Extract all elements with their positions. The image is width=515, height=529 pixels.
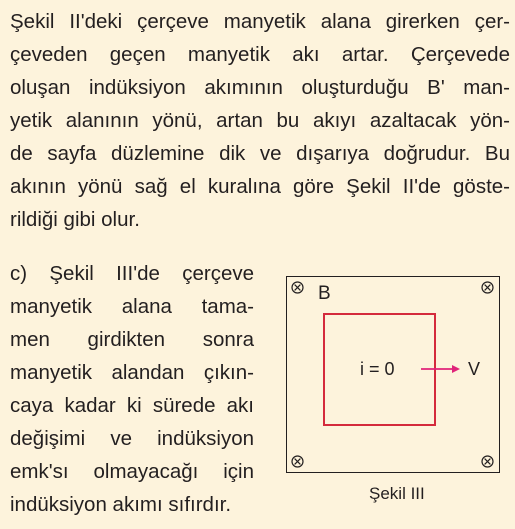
part-c-line: manyetik alandan çıkın-: [10, 361, 254, 384]
paragraph-line: oluşan indüksiyon akımının oluşturduğu B' man-: [10, 76, 510, 99]
into-page-x-icon: [291, 281, 304, 294]
part-c-line: değişimi ve indüksiyon: [10, 427, 254, 450]
figure-caption: Şekil III: [369, 484, 425, 503]
part-c-line: men girdikten sonra: [10, 328, 254, 351]
part-c-line: caya kadar ki sürede akı: [10, 394, 254, 417]
paragraph-line: akının yönü sağ el kuralına göre Şekil II'de göste-: [10, 175, 510, 198]
paragraph-line: yetik alanının yönü, artan bu akıyı azaltacak yön-: [10, 109, 510, 132]
paragraph-line: çeveden geçen manyetik akı artar. Çerçevede: [10, 43, 510, 66]
part-c-line: manyetik alana tama-: [10, 295, 254, 318]
into-page-x-icon: [291, 455, 304, 468]
into-page-x-icon: [481, 455, 494, 468]
velocity-arrow-icon: [421, 363, 461, 375]
paragraph-line: Şekil II'deki çerçeve manyetik alana girerken çer-: [10, 10, 510, 33]
field-label: B: [318, 283, 331, 304]
part-c-line: c) Şekil III'de çerçeve: [10, 262, 254, 285]
paragraph-line: rildiği gibi olur.: [10, 208, 140, 231]
into-page-x-icon: [481, 281, 494, 294]
paragraph-line: de sayfa düzlemine dik ve dışarıya doğrudur. Bu: [10, 142, 510, 165]
velocity-label: V: [468, 359, 481, 379]
part-c-line: emk'sı olmayacağı için: [10, 460, 254, 483]
current-label: i = 0: [360, 359, 395, 379]
part-c-line: indüksiyon akımı sıfırdır.: [10, 493, 232, 516]
